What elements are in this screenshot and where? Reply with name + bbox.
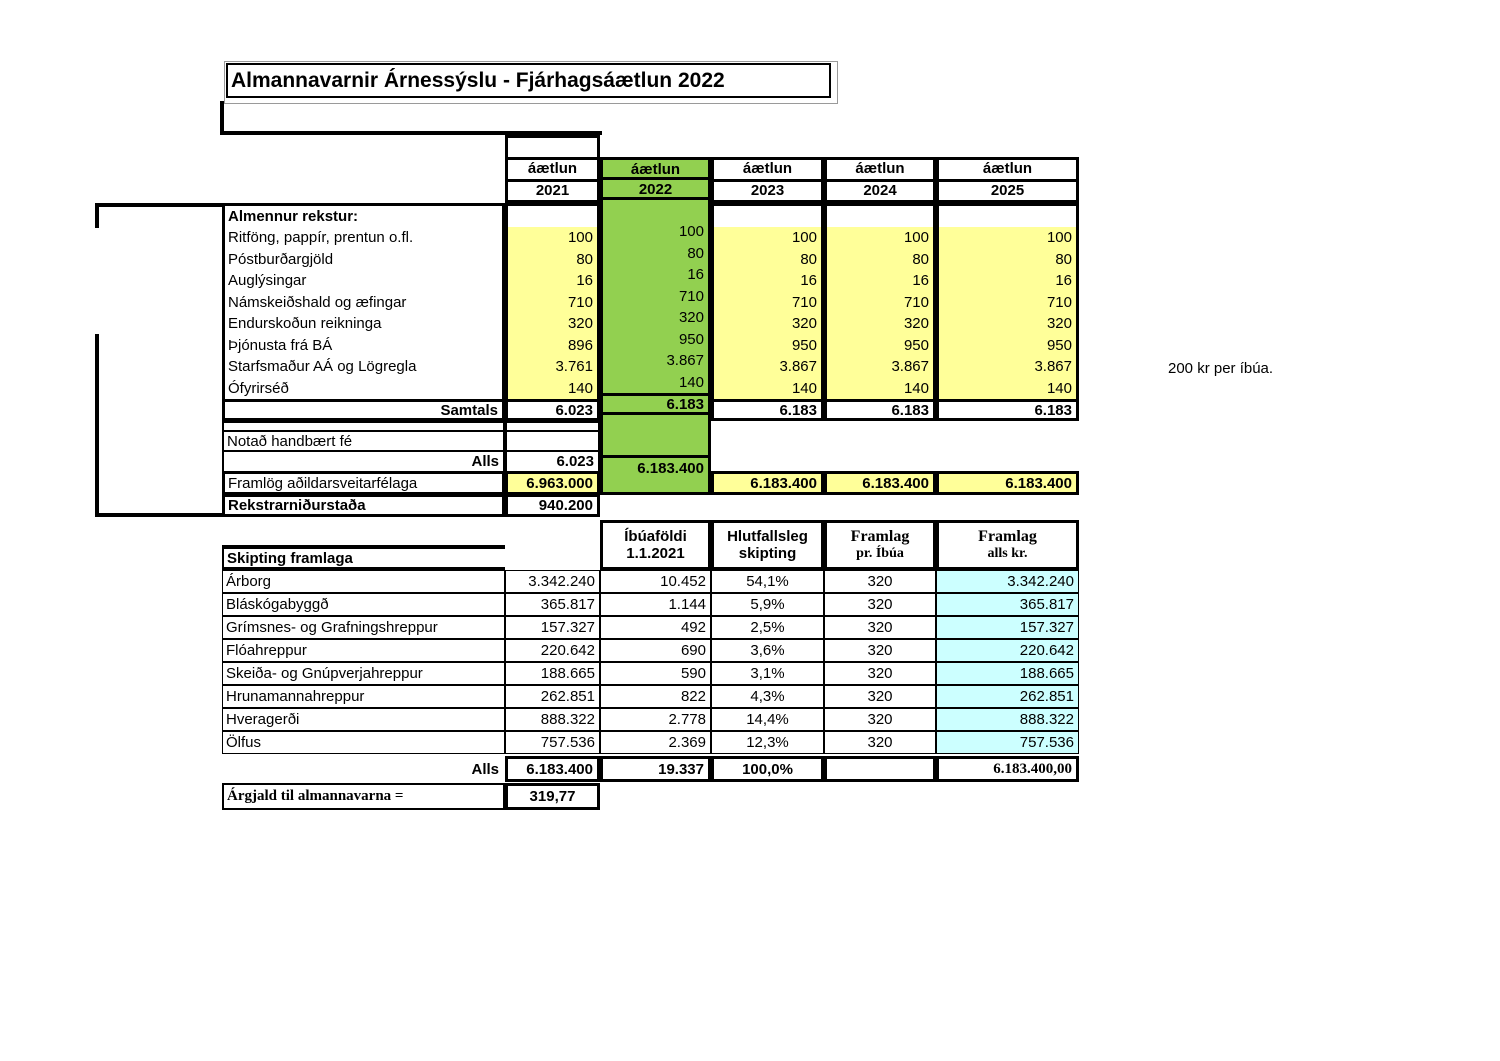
aetlun-label: áætlun: [508, 160, 597, 182]
cell-value: 710: [1046, 293, 1072, 311]
border-line: [220, 101, 224, 135]
cell-value: 80: [687, 244, 704, 262]
cell-value: 16: [576, 272, 593, 289]
cell-value: 896: [567, 336, 593, 354]
framlog-value-cell: 6.963.000: [505, 471, 600, 495]
total-cell: 3.342.240: [936, 570, 1079, 593]
cell-value: 16: [800, 272, 817, 289]
table-row: [222, 662, 1079, 685]
year-column-2024: [824, 203, 936, 421]
header-line: skipting: [738, 545, 797, 562]
population-cell: 1.144: [600, 593, 711, 616]
cell-value: 320: [1046, 315, 1072, 332]
border-line: [95, 334, 99, 517]
amount-cell: 220.642: [505, 639, 600, 662]
header-per-capita: [824, 520, 936, 570]
year-column-2025: [936, 203, 1079, 421]
allocation-table-title: Skipting framlaga: [222, 545, 505, 570]
amount-cell: 3.342.240: [505, 570, 600, 593]
municipality-name: Hveragerði: [222, 708, 505, 731]
cell-value: 710: [678, 287, 704, 305]
per-capita-cell: 320: [824, 662, 936, 685]
per-capita-cell: 320: [824, 685, 936, 708]
row-label: Starfsmaður AÁ og Lögregla: [228, 358, 417, 375]
notad-value-cell: [505, 430, 600, 452]
cell-value: 80: [912, 250, 929, 268]
cell-value: 140: [567, 379, 593, 397]
border-line: [95, 513, 225, 517]
share-cell: 14,4%: [711, 708, 824, 731]
rekstrar-value-cell: 940.200: [505, 494, 600, 517]
population-cell: 492: [600, 616, 711, 639]
title-frame: [224, 61, 838, 104]
cell-value: 16: [912, 272, 929, 289]
cell-value: 320: [567, 315, 593, 332]
year-label: 2024: [863, 182, 897, 199]
table-row: [222, 593, 1079, 616]
population-cell: 10.452: [600, 570, 711, 593]
cell-value: 80: [576, 250, 593, 268]
cell-value: 3.867: [1034, 358, 1072, 375]
municipality-name: Skeiða- og Gnúpverjahreppur: [222, 662, 505, 685]
total-cell: 157.327: [936, 616, 1079, 639]
cell-value: 140: [1046, 379, 1072, 397]
total-cell: 888.322: [936, 708, 1079, 731]
aetlun-label: áætlun: [939, 160, 1076, 182]
municipality-name: Árborg: [222, 570, 505, 593]
cell-value: 710: [791, 293, 817, 311]
totals-label: Alls: [471, 760, 499, 778]
samtals-value: 6.023: [508, 399, 597, 418]
row-label: Endurskoðun reikninga: [228, 315, 382, 332]
cell-value: 950: [791, 336, 817, 354]
framlog-value-cell: 6.183.400: [936, 471, 1079, 495]
table-row: [222, 685, 1079, 708]
per-capita-cell: 320: [824, 593, 936, 616]
framlog-value-cell: 6.183.400: [824, 471, 936, 495]
aetlun-label: áætlun: [827, 160, 933, 182]
cell-value: 3.867: [666, 352, 704, 369]
fee-value-cell: 319,77: [505, 783, 600, 810]
cell-value: 320: [678, 309, 704, 326]
cell-value: 100: [678, 223, 704, 240]
cell-value: 710: [567, 293, 593, 311]
cell-value: 80: [1055, 250, 1072, 268]
municipality-name: Bláskógabyggð: [222, 593, 505, 616]
municipality-name: Ölfus: [222, 731, 505, 754]
year-label: 2023: [750, 182, 785, 199]
table-row: [222, 708, 1079, 731]
header-line: 1.1.2021: [626, 545, 685, 562]
samtals-value: 6.183: [939, 399, 1076, 418]
samtals-label: Samtals: [225, 399, 502, 418]
share-cell: 2,5%: [711, 616, 824, 639]
column-header-2025: [936, 157, 1079, 203]
samtals-value: 6.183: [827, 399, 933, 418]
header-line: Íbúaföldi: [624, 528, 687, 545]
per-capita-cell: 320: [824, 731, 936, 754]
year-column-2021: [505, 203, 600, 421]
totals-empty-cell: [824, 756, 936, 782]
header-share: [711, 520, 824, 570]
header-line: pr. Íbúa: [856, 546, 904, 561]
population-cell: 590: [600, 662, 711, 685]
cell-value: 16: [687, 266, 704, 283]
fee-label-cell: Árgjald til almannavarna =: [222, 783, 505, 810]
per-capita-cell: 320: [824, 616, 936, 639]
table-row: [222, 570, 1079, 593]
header-population: [600, 520, 711, 570]
total-cell: 188.665: [936, 662, 1079, 685]
cell-value: 3.867: [779, 358, 817, 375]
cell-value: 100: [1046, 229, 1072, 246]
cell-value: 16: [1055, 272, 1072, 289]
value-block-2021: [508, 227, 597, 399]
row-label: Auglýsingar: [228, 272, 307, 289]
cell-value: 710: [903, 293, 929, 311]
share-cell: 5,9%: [711, 593, 824, 616]
framlog-value: 6.183.400: [603, 455, 708, 478]
cell-value: 950: [678, 330, 704, 348]
year-column-2022-highlighted: [600, 157, 711, 495]
totals-population: 19.337: [600, 756, 711, 782]
page-title: Almannavarnir Árnessýslu - Fjárhagsáætlun 2022: [226, 63, 831, 98]
cell-value: 3.761: [555, 358, 593, 375]
per-capita-cell: 320: [824, 570, 936, 593]
population-cell: 690: [600, 639, 711, 662]
year-column-2023: [711, 203, 824, 421]
table-row: [222, 616, 1079, 639]
border-line: [95, 203, 225, 207]
year-label: 2025: [990, 182, 1025, 199]
per-capita-cell: 320: [824, 708, 936, 731]
share-cell: 3,6%: [711, 639, 824, 662]
cell-value: 140: [678, 373, 704, 391]
row-label: Námskeiðshald og æfingar: [228, 293, 407, 311]
municipality-name: Grímsnes- og Grafningshreppur: [222, 616, 505, 639]
notad-label-cell: Notað handbært fé: [222, 430, 505, 452]
value-block-2024: [827, 227, 933, 399]
framlog-value-cell: 6.183.400: [711, 471, 824, 495]
totals-grand: 6.183.400,00: [936, 756, 1079, 782]
cell-value: 320: [903, 315, 929, 332]
amount-cell: 157.327: [505, 616, 600, 639]
row-label-column: [222, 203, 505, 421]
amount-cell: 262.851: [505, 685, 600, 708]
cell-value: 100: [567, 229, 593, 246]
header-line: Hlutfallsleg: [727, 528, 808, 545]
share-cell: 3,1%: [711, 662, 824, 685]
per-capita-cell: 320: [824, 639, 936, 662]
column-header-2024: [824, 157, 936, 203]
share-cell: 4,3%: [711, 685, 824, 708]
value-block-2025: [939, 227, 1076, 399]
row-label: Ritföng, pappír, prentun o.fl.: [228, 229, 414, 246]
population-cell: 822: [600, 685, 711, 708]
table-row: [222, 731, 1079, 754]
row-label: Póstburðargjöld: [228, 250, 334, 268]
header-line: alls kr.: [987, 546, 1028, 561]
total-cell: 757.536: [936, 731, 1079, 754]
municipality-name: Flóahreppur: [222, 639, 505, 662]
totals-amount: 6.183.400: [505, 756, 600, 782]
header-line: Framlag: [850, 528, 910, 545]
year-label: 2022: [603, 180, 708, 200]
per-capita-note: 200 kr per íbúa.: [1168, 360, 1274, 377]
samtals-value: 6.183: [714, 399, 821, 418]
header-line: Framlag: [978, 528, 1037, 545]
value-block-2023: [714, 227, 821, 399]
amount-cell: 757.536: [505, 731, 600, 754]
framlog-label-cell: Framlög aðildarsveitarfélaga: [222, 471, 505, 495]
rekstrar-label-cell: Rekstrarniðurstaða: [222, 494, 505, 517]
section-header: Almennur rekstur:: [228, 208, 359, 225]
aetlun-label: áætlun: [603, 160, 708, 180]
amount-cell: 188.665: [505, 662, 600, 685]
municipality-name: Hrunamannahreppur: [222, 685, 505, 708]
share-cell: 54,1%: [711, 570, 824, 593]
cell-value: 140: [791, 379, 817, 397]
share-cell: 12,3%: [711, 731, 824, 754]
cell-value: 320: [791, 315, 817, 332]
cell-value: 950: [1046, 336, 1072, 354]
column-header-2021: [505, 157, 600, 203]
totals-row: [222, 756, 1079, 782]
cell-value: 80: [800, 250, 817, 268]
cell-value: 100: [791, 229, 817, 246]
aetlun-label: áætlun: [714, 160, 821, 182]
column-header-2023: [711, 157, 824, 203]
header-total: [936, 520, 1079, 570]
amount-cell: 365.817: [505, 593, 600, 616]
total-cell: 220.642: [936, 639, 1079, 662]
border-line: [95, 203, 99, 228]
amount-cell: 888.322: [505, 708, 600, 731]
row-label: Þjónusta frá BÁ: [228, 336, 333, 354]
total-cell: 365.817: [936, 593, 1079, 616]
row-label: Ófyrirséð: [228, 379, 289, 397]
total-cell: 262.851: [936, 685, 1079, 708]
population-cell: 2.369: [600, 731, 711, 754]
totals-share: 100,0%: [711, 756, 824, 782]
table-row: [222, 639, 1079, 662]
population-cell: 2.778: [600, 708, 711, 731]
cell-value: 950: [903, 336, 929, 354]
alls-label-cell: Alls: [222, 450, 505, 473]
samtals-value: 6.183: [603, 393, 708, 415]
year-label: 2021: [535, 182, 570, 199]
alls-value-cell: 6.023: [505, 450, 600, 473]
cell-value: 100: [903, 229, 929, 246]
cell-value: 3.867: [891, 358, 929, 375]
cell-value: 140: [903, 379, 929, 397]
